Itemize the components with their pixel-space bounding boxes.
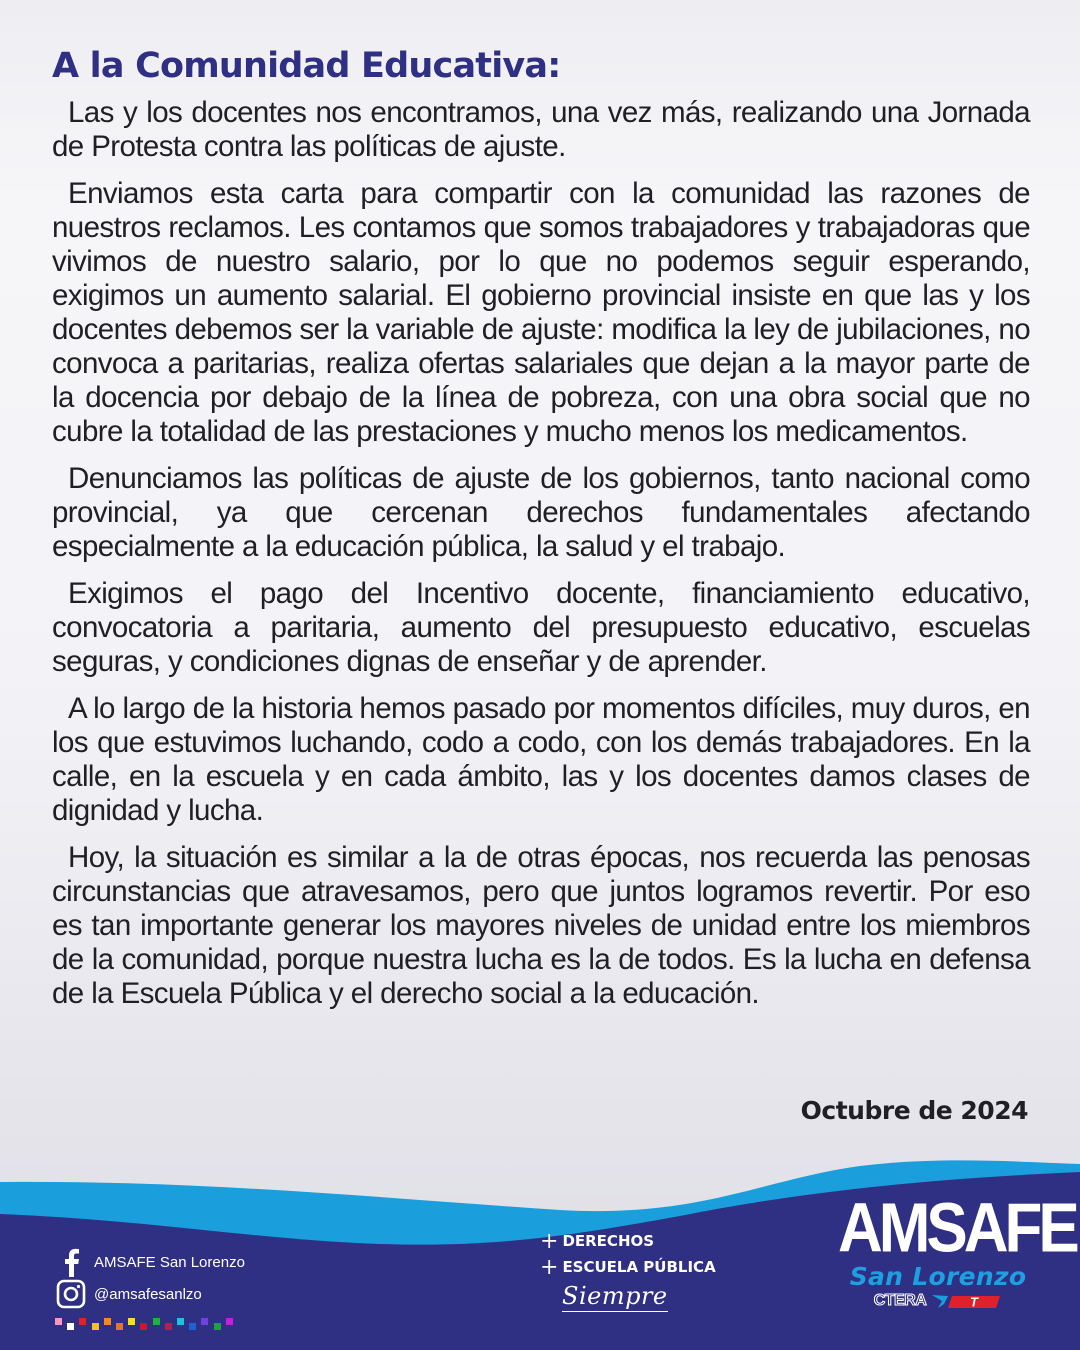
paragraph-4: Exigimos el pago del Incentivo docente, financiamiento educativo, convocatoria a paritaria, aumento del presupuesto educativo, escuelas seguras, y condiciones dignas de enseñar y de aprender. bbox=[52, 577, 1030, 678]
paragraph-1: Las y los docentes nos encontramos, una vez más, realizando una Jornada de Protesta contra las políticas de ajuste. bbox=[52, 96, 1030, 163]
brand-subtitle: San Lorenzo bbox=[849, 1262, 1027, 1291]
letter-body bbox=[52, 44, 1030, 1024]
color-dot bbox=[140, 1323, 147, 1330]
letter-date: Octubre de 2024 bbox=[800, 1096, 1028, 1125]
amsafe-logo bbox=[838, 1189, 1076, 1310]
color-dot bbox=[92, 1323, 99, 1330]
color-dot bbox=[226, 1318, 233, 1325]
facebook-link[interactable] bbox=[56, 1246, 245, 1278]
color-dot bbox=[79, 1318, 86, 1325]
paragraph-2: Enviamos esta carta para compartir con la comunidad las razones de nuestros reclamos. Les contamos que somos trabajadores y trabajadoras que vivimos de nuestro salario, por lo que no podemos seguir esperando, exigimos un aumento salarial. El gobierno provincial insiste en que las y los docentes debemos ser la variable de ajuste: modifica la ley de jubilaciones, no convoca a paritarias, realiza ofertas salariales que dejan a la mayor parte de la docencia por debajo de la línea de pobreza, con una obra social que no cubre la totalidad de las prestaciones y mucho menos los medicamentos. bbox=[52, 177, 1030, 448]
ctera-logo: CTERA bbox=[873, 1292, 927, 1309]
color-dot bbox=[189, 1323, 196, 1330]
color-dot bbox=[55, 1318, 62, 1325]
slogan-line-escuela bbox=[540, 1254, 716, 1280]
color-dot bbox=[201, 1318, 208, 1325]
color-dot bbox=[67, 1323, 74, 1330]
brand-name: AMSAFE bbox=[838, 1189, 1076, 1268]
instagram-label: @amsafesanlzo bbox=[94, 1285, 202, 1303]
color-dot bbox=[153, 1318, 160, 1325]
paragraph-3: Denunciamos las políticas de ajuste de los gobiernos, tanto nacional como provincial, ya que cercenan derechos fundamentales afectando especialmente a la educación pública, la salud y el trabajo. bbox=[52, 462, 1030, 563]
slogan-line-derechos bbox=[540, 1228, 716, 1254]
plus-sign: + bbox=[540, 1228, 559, 1254]
color-dot bbox=[116, 1323, 123, 1330]
color-dot bbox=[128, 1318, 135, 1325]
color-dot bbox=[104, 1318, 111, 1325]
cta-logo-icon bbox=[930, 1292, 1002, 1310]
color-dot bbox=[165, 1323, 172, 1330]
plus-sign: + bbox=[540, 1254, 559, 1280]
social-links bbox=[56, 1246, 245, 1310]
svg-text:T: T bbox=[970, 1294, 979, 1310]
affiliation-logos bbox=[838, 1292, 1038, 1310]
facebook-label: AMSAFE San Lorenzo bbox=[94, 1253, 245, 1271]
instagram-icon bbox=[56, 1279, 86, 1309]
facebook-icon bbox=[56, 1247, 86, 1277]
paragraph-6: Hoy, la situación es similar a la de otras épocas, nos recuerda las penosas circunstancias que atravesamos, pero que juntos logramos revertir. Por eso es tan importante generar los mayores niveles de unidad entre los miembros de la comunidad, porque nuestra lucha es la de todos. Es la lucha en defensa de la Escuela Pública y el derecho social a la educación. bbox=[52, 841, 1030, 1010]
slogan-siempre: Siempre bbox=[562, 1282, 668, 1310]
letter-title: A la Comunidad Educativa: bbox=[52, 46, 561, 86]
paragraph-5: A lo largo de la historia hemos pasado por momentos difíciles, muy duros, en los que estuvimos luchando, codo a codo, con los demás trabajadores. En la calle, en la escuela y en cada ámbito, las y los docentes damos clases de dignidad y lucha. bbox=[52, 692, 1030, 827]
slogan-escuela-publica: ESCUELA PÚBLICA bbox=[562, 1258, 716, 1276]
slogan-derechos: DERECHOS bbox=[562, 1232, 655, 1250]
colored-dots-decoration bbox=[55, 1318, 245, 1338]
instagram-link[interactable] bbox=[56, 1278, 245, 1310]
color-dot bbox=[177, 1318, 184, 1325]
slogan bbox=[540, 1228, 716, 1312]
color-dot bbox=[214, 1323, 221, 1330]
